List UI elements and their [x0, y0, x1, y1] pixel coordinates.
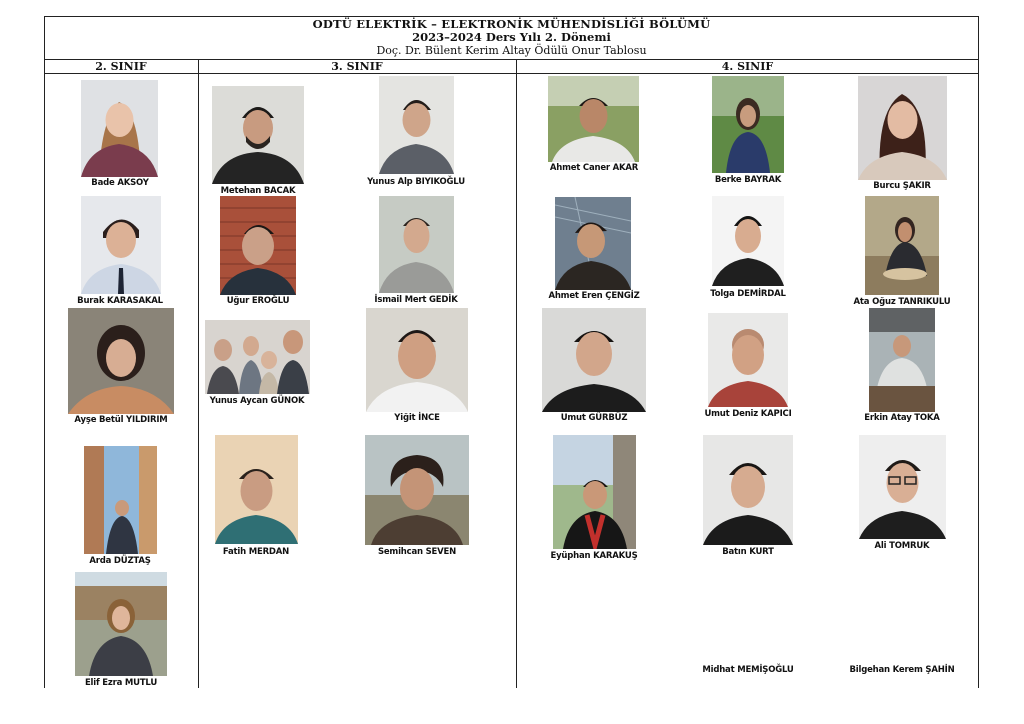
student-name: Ayşe Betül YILDIRIM: [74, 415, 168, 425]
student-photo: [712, 76, 784, 173]
award-title: Doç. Dr. Bülent Kerim Altay Ödülü Onur Tablosu: [376, 44, 647, 57]
student-name: Umut GÜRBÜZ: [560, 413, 628, 423]
table-frame: [44, 16, 979, 688]
student-name: Bade AKSOY: [91, 178, 149, 188]
student-photo: [553, 435, 636, 549]
student-name: Semihcan SEVEN: [377, 547, 457, 557]
student-photo: [858, 76, 947, 180]
student-name: Bilgehan Kerem ŞAHİN: [849, 665, 955, 675]
student-name: Yunus Alp BIYIKOĞLU: [367, 177, 465, 187]
student-name: İsmail Mert GEDİK: [374, 295, 458, 305]
student-photo: [220, 196, 296, 295]
student-photo: [548, 76, 639, 162]
student-name: Fatih MERDAN: [222, 547, 290, 557]
student-photo: [75, 572, 167, 676]
student-name: Umut Deniz KAPICI: [704, 409, 792, 419]
student-name: Batın KURT: [722, 547, 774, 557]
term-title: 2023–2024 Ders Yılı 2. Dönemi: [412, 30, 611, 44]
student-name: Erkin Atay TOKA: [864, 413, 940, 423]
student-photo: [366, 308, 468, 412]
student-name: Ali TOMRUK: [874, 541, 930, 551]
student-name: Tolga DEMİRDAL: [710, 289, 786, 299]
student-photo: [379, 76, 454, 174]
student-name: Eyüphan KARAKUŞ: [550, 551, 638, 561]
student-photo: [68, 308, 174, 414]
student-photo: [703, 435, 793, 545]
student-name: Midhat MEMİŞOĞLU: [702, 665, 794, 675]
student-photo: [365, 435, 469, 545]
student-photo: [205, 320, 310, 394]
department-title: ODTÜ ELEKTRİK – ELEKTRONİK MÜHENDİSLİĞİ BÖLÜMÜ: [312, 17, 711, 31]
student-photo: [542, 308, 646, 412]
student-photo: [215, 435, 298, 544]
student-photo: [212, 86, 304, 184]
column-header-3: 3. SINIF: [198, 60, 516, 74]
column-header-4: 4. SINIF: [516, 60, 979, 74]
student-name: Elif Ezra MUTLU: [84, 678, 158, 688]
student-photo: [555, 197, 631, 290]
document-header: [44, 16, 979, 60]
student-photo: [859, 435, 946, 539]
student-photo: [84, 446, 157, 554]
divider: [516, 60, 517, 688]
student-photo: [712, 196, 784, 286]
student-name: Burcu ŞAKIR: [873, 181, 931, 191]
student-photo: [865, 196, 939, 295]
column-header-2: 2. SINIF: [44, 60, 198, 74]
student-name: Arda DÜZTAŞ: [89, 556, 151, 566]
student-name: Burak KARASAKAL: [77, 296, 163, 306]
student-name: Ahmet Eren ÇENGİZ: [548, 291, 640, 301]
divider: [198, 60, 199, 688]
student-name: Yiğit İNCE: [394, 413, 440, 423]
student-name: Uğur EROĞLU: [226, 296, 290, 306]
student-photo: [379, 196, 454, 293]
student-name: Ata Oğuz TANRIKULU: [853, 297, 951, 307]
student-photo: [81, 80, 158, 177]
student-name: Yunus Aycan GÜNOK: [209, 396, 305, 406]
student-photo: [81, 196, 161, 294]
student-photo: [708, 313, 788, 407]
student-name: Metehan BACAK: [220, 186, 296, 196]
student-name: Ahmet Caner AKAR: [549, 163, 639, 173]
student-name: Berke BAYRAK: [714, 175, 782, 185]
student-photo: [869, 308, 935, 412]
